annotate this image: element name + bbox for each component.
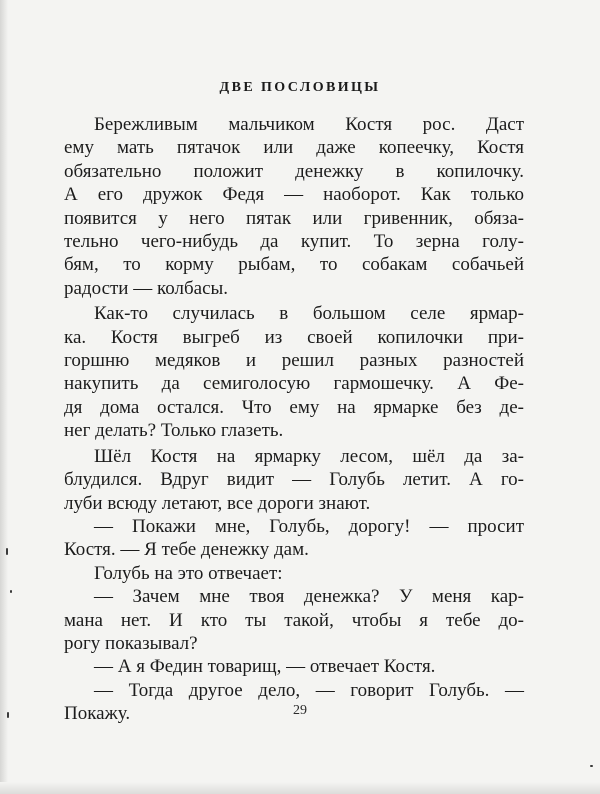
text-line: Шёл Костя на ярмарку лесом, шёл да за-: [94, 445, 524, 467]
text-line: блудился. Вдруг видит — Голубь летит. А го-: [64, 469, 524, 491]
text-line: ка. Костя выгреб из своей копилочки при-: [64, 326, 524, 348]
text-line: мана нет. И кто ты такой, чтобы я тебе до-: [64, 609, 524, 631]
text-line: — Зачем мне твоя денежка? У меня кар-: [94, 586, 524, 608]
page-number: 29: [293, 703, 307, 718]
text-line: Голубь на это отвечает:: [94, 562, 283, 584]
text-line: радости — колбасы.: [64, 277, 229, 299]
page-edge-shadow: [0, 0, 8, 794]
scan-speck: [590, 765, 593, 767]
page-bottom-shadow: [0, 782, 600, 794]
text-line: нег делать? Только глазеть.: [64, 420, 284, 442]
text-line: тельно чего-нибудь да купит. То зерна голу-: [64, 231, 524, 253]
scan-speck: [10, 590, 12, 593]
scan-speck: [6, 548, 8, 555]
text-line: горшню медяков и решил разных разностей: [64, 350, 524, 372]
text-line: луби всюду летают, все дороги знают.: [64, 492, 371, 514]
story-text: [64, 113, 524, 726]
text-line: — Тогда другое дело, — говорит Голубь. —: [94, 679, 524, 701]
text-line: накупить да семиголосую гармошечку. А Фе-: [64, 373, 524, 395]
text-line: Бережливым мальчиком Костя рос. Даст: [94, 114, 524, 135]
text-line: появится у него пятак или гривенник, обяза-: [64, 207, 524, 229]
text-line: рогу показывал?: [64, 632, 198, 654]
text-line: А его дружок Федя — наоборот. Как только: [64, 184, 524, 206]
text-line: Костя. — Я тебе денежку дам.: [64, 539, 309, 561]
text-line: Как-то случилась в большом селе ярмар-: [94, 303, 524, 325]
story-title: ДВЕ ПОСЛОВИЦЫ: [219, 80, 381, 95]
text-line: обязательно положит денежку в копилочку.: [64, 160, 524, 182]
text-line: дя дома остался. Что ему на ярмарке без де-: [64, 396, 524, 418]
text-line: бям, то корму рыбам, то собакам собачьей: [64, 254, 524, 276]
text-line: Покажу.: [64, 703, 131, 725]
text-line: — А я Федин товарищ, — отвечает Костя.: [94, 656, 436, 678]
text-line: — Покажи мне, Голубь, дорогу! — просит: [94, 515, 524, 537]
text-line: ему мать пятачок или даже копеечку, Костя: [64, 137, 524, 159]
